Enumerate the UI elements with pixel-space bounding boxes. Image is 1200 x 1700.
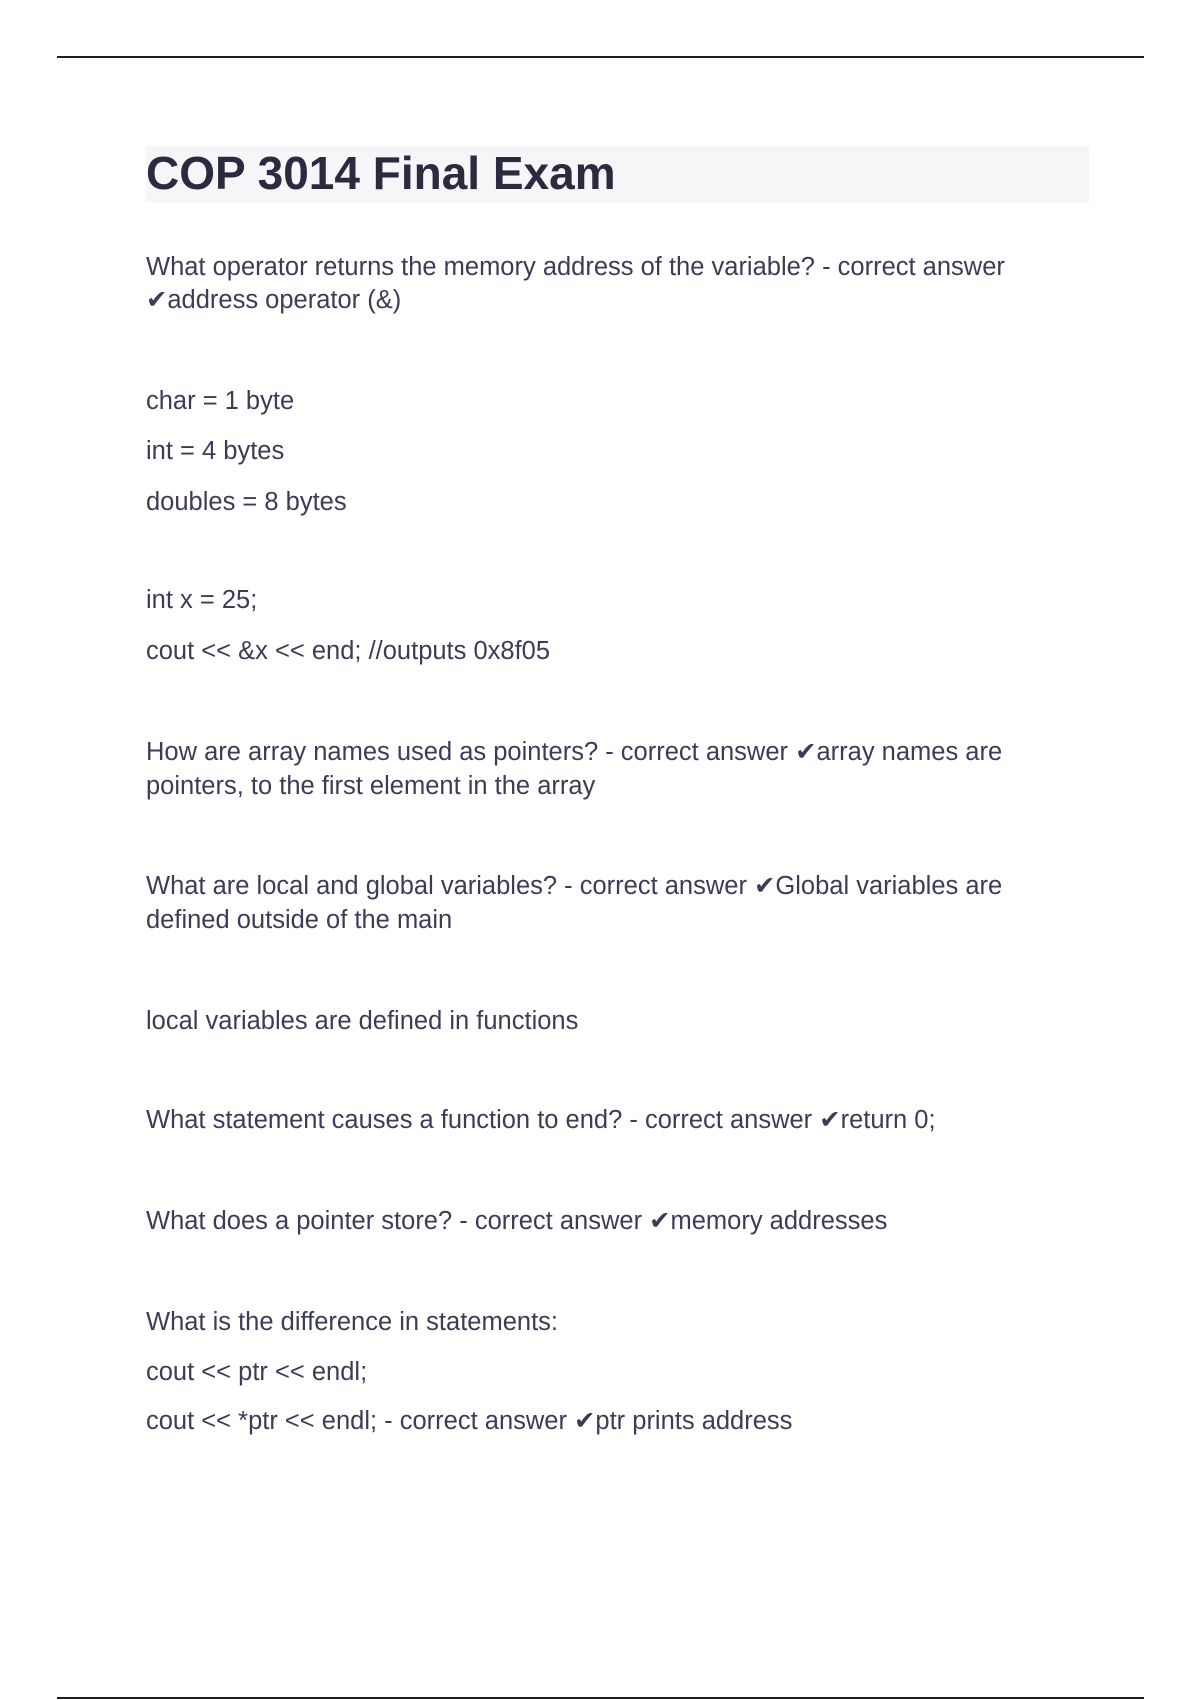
text-line-local-variables: local variables are defined in functions [146,1007,579,1035]
q3-question-line: What are local and global variables? - correct answer ✔Global variables are [146,872,1003,900]
q6-question-line: What is the difference in statements: [146,1308,558,1336]
q5-line: What does a pointer store? - correct answer ✔memory addresses [146,1207,888,1235]
q6-answer-line: cout << *ptr << endl; - correct answer ✔ptr prints address [146,1407,793,1435]
bottom-rule [57,1697,1144,1699]
text-line-char-size: char = 1 byte [146,387,295,415]
q4-line: What statement causes a function to end? - correct answer ✔return 0; [146,1106,936,1134]
text-line-int-size: int = 4 bytes [146,437,285,465]
q2-answer-line: pointers, to the first element in the array [146,772,596,800]
q3-answer-line: defined outside of the main [146,906,453,934]
code-line-declare-x: int x = 25; [146,586,258,614]
top-rule [57,56,1144,58]
page-title: COP 3014 Final Exam [146,147,616,199]
q6-code-line: cout << ptr << endl; [146,1358,368,1386]
q2-question-line: How are array names used as pointers? - correct answer ✔array names are [146,738,1003,766]
q1-answer-line: ✔address operator (&) [146,286,402,314]
code-line-cout-address: cout << &x << end; //outputs 0x8f05 [146,637,551,665]
text-line-double-size: doubles = 8 bytes [146,488,347,516]
q1-question-line: What operator returns the memory address of the variable? - correct answer [146,253,1005,281]
